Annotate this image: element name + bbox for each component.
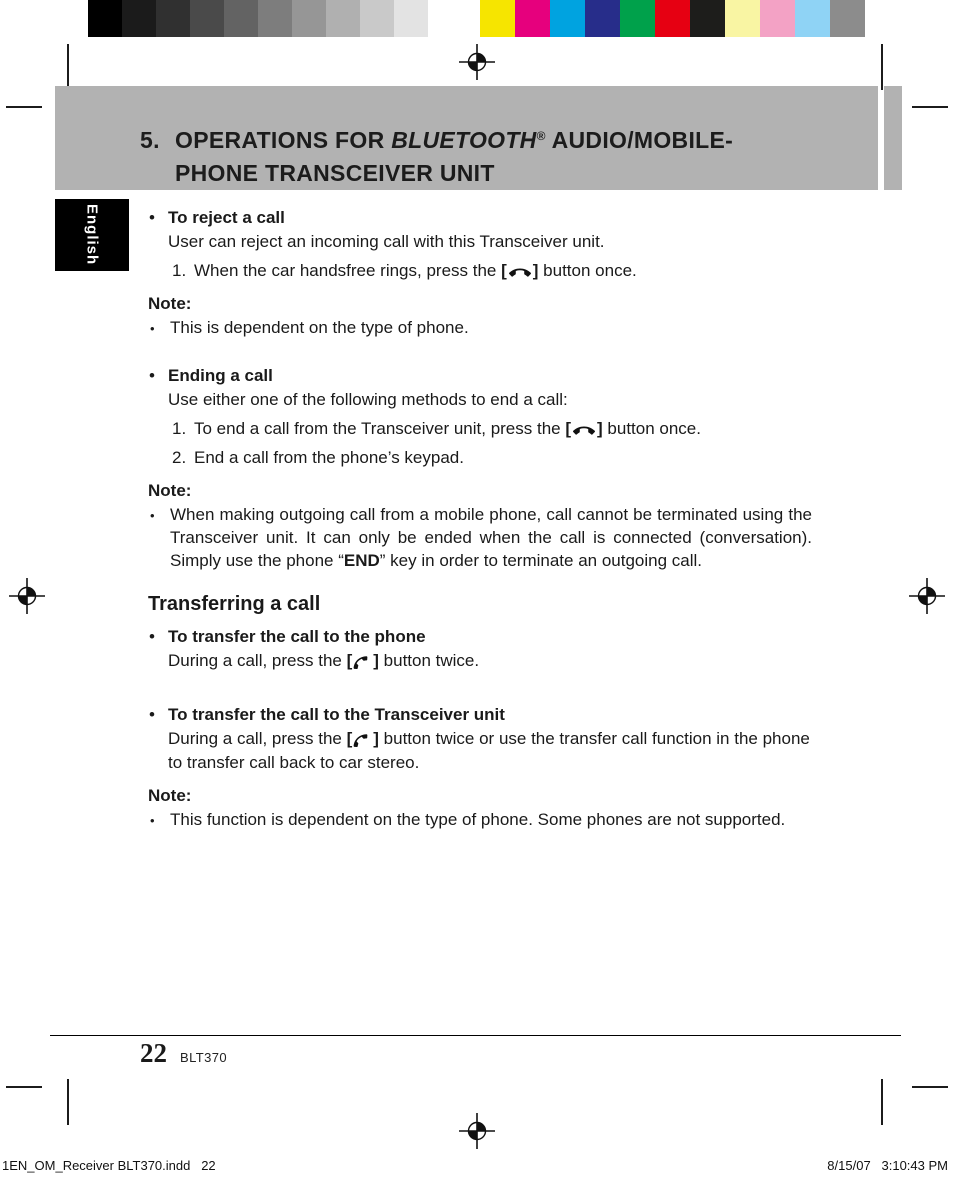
step-item	[168, 417, 812, 441]
step-text: button once.	[538, 261, 637, 280]
note-label: Note:	[148, 481, 192, 500]
transfer-call-button-icon	[354, 654, 371, 669]
calibration-swatch	[258, 0, 292, 37]
note-text: ” key in order to terminate an outgoing call.	[379, 551, 703, 570]
button-reference	[347, 729, 379, 748]
crop-mark	[6, 1086, 42, 1088]
print-filename: 1EN_OM_Receiver BLT370.indd 22	[2, 1158, 216, 1173]
note-item	[148, 808, 812, 831]
note-label: Note:	[148, 786, 192, 805]
section-transfer-to-unit	[148, 703, 812, 775]
step-text: End a call from the phone’s keypad.	[194, 448, 464, 467]
note-item	[148, 316, 812, 340]
step-number: 2.	[172, 448, 187, 467]
calibration-swatch	[830, 0, 865, 37]
registration-mark	[459, 44, 495, 80]
button-reference	[347, 651, 379, 670]
chapter-header	[55, 86, 878, 190]
bracket-close: ]	[597, 419, 603, 438]
crop-mark	[912, 1086, 948, 1088]
step-item	[168, 259, 812, 283]
section-body: Use either one of the following methods to end a call:	[168, 390, 568, 409]
calibration-swatch	[360, 0, 394, 37]
note-text: This function is dependent on the type of phone. Some phones are not supported.	[170, 810, 786, 829]
registration-mark	[909, 578, 945, 614]
note-text: When making outgoing call from a mobile phone, call cannot be terminated using the Transceiver unit. It can only be ended when the call is connected (conversation). Simply use the phone “	[170, 505, 812, 570]
calibration-swatch	[326, 0, 360, 37]
bracket-open: [	[501, 261, 507, 280]
crop-mark	[912, 106, 948, 108]
calibration-swatch	[725, 0, 760, 37]
step-number: 1.	[172, 419, 187, 438]
section-transfer-to-phone	[148, 625, 812, 673]
section-title: To reject a call	[168, 208, 285, 227]
calibration-swatch	[428, 0, 462, 37]
note-item	[148, 503, 812, 572]
bullet-icon: •	[150, 813, 155, 828]
registration-mark-icon	[9, 578, 45, 614]
note-text: This is dependent on the type of phone.	[170, 318, 469, 337]
bullet-icon: •	[149, 705, 155, 724]
section-body	[168, 649, 812, 673]
print-timestamp: 8/15/07 3:10:43 PM	[827, 1158, 948, 1173]
transfer-call-button-icon	[354, 732, 371, 747]
bracket-close: ]	[373, 729, 379, 748]
step-text: button once.	[602, 419, 701, 438]
note-label: Note:	[148, 294, 192, 313]
calibration-swatch	[760, 0, 795, 37]
registration-mark-icon	[459, 44, 495, 80]
language-tab	[55, 199, 129, 271]
section-body	[168, 727, 812, 775]
calibration-swatch	[795, 0, 830, 37]
crop-mark	[67, 1079, 69, 1125]
registration-mark-icon	[459, 1113, 495, 1149]
calibration-swatch	[122, 0, 156, 37]
chapter-title-line1	[140, 120, 878, 157]
chapter-title-line2: PHONE TRANSCEIVER UNIT	[175, 160, 495, 186]
section-reject-call	[148, 206, 812, 283]
registration-mark-icon	[909, 578, 945, 614]
header-band-bleed	[884, 86, 902, 190]
model-number: BLT370	[180, 1050, 227, 1065]
section-heading-transferring: Transferring a call	[148, 593, 321, 615]
calibration-swatch	[190, 0, 224, 37]
bracket-close: ]	[373, 651, 379, 670]
calibration-swatch	[292, 0, 326, 37]
body-text: During a call, press the	[168, 651, 347, 670]
step-text: When the car handsfree rings, press the	[194, 261, 502, 280]
crop-mark	[881, 44, 883, 90]
brand-name: BLUETOOTH	[391, 127, 537, 153]
body-text: button twice.	[378, 651, 480, 670]
color-calibration-bar	[480, 0, 865, 37]
section-body: User can reject an incoming call with this Transceiver unit.	[168, 232, 605, 251]
grayscale-calibration-bar	[88, 0, 462, 37]
calibration-swatch	[224, 0, 258, 37]
step-number: 1.	[172, 261, 187, 280]
end-call-button-icon	[573, 426, 595, 435]
calibration-swatch	[620, 0, 655, 37]
calibration-swatch	[690, 0, 725, 37]
page-footer	[140, 1038, 227, 1069]
calibration-swatch	[550, 0, 585, 37]
body-text: During a call, press the	[168, 729, 347, 748]
language-label: English	[83, 204, 101, 266]
registration-mark	[459, 1113, 495, 1149]
chapter-number: 5.	[140, 127, 160, 153]
bullet-icon: •	[149, 208, 155, 227]
registration-mark	[9, 578, 45, 614]
calibration-swatch	[480, 0, 515, 37]
crop-mark	[881, 1079, 883, 1125]
end-call-button-icon	[509, 268, 531, 277]
section-ending-call	[148, 364, 812, 470]
bullet-icon: •	[149, 627, 155, 646]
button-reference	[565, 419, 602, 438]
bullet-icon: •	[149, 366, 155, 385]
calibration-swatch	[515, 0, 550, 37]
button-reference	[501, 261, 538, 280]
page-number: 22	[140, 1038, 167, 1068]
step-text: To end a call from the Transceiver unit, press the	[194, 419, 566, 438]
bullet-icon: •	[150, 508, 155, 523]
bracket-close: ]	[532, 261, 539, 280]
bracket-open: [	[565, 419, 572, 438]
footer-rule	[50, 1035, 901, 1036]
calibration-swatch	[88, 0, 122, 37]
calibration-swatch	[585, 0, 620, 37]
section-title: To transfer the call to the Transceiver unit	[168, 705, 505, 724]
step-item	[168, 446, 812, 470]
bracket-open: [	[346, 729, 353, 748]
bullet-icon: •	[150, 321, 155, 336]
calibration-swatch	[394, 0, 428, 37]
chapter-title-text: AUDIO/MOBILE-	[545, 127, 734, 153]
chapter-title-text: OPERATIONS FOR	[175, 127, 392, 153]
section-title: To transfer the call to the phone	[168, 627, 426, 646]
body-text: button twice or use the transfer call function in the phone to transfer call back to car stereo.	[168, 729, 810, 772]
bracket-open: [	[346, 651, 353, 670]
calibration-swatch	[156, 0, 190, 37]
page-content	[148, 206, 812, 831]
section-title: Ending a call	[168, 366, 273, 385]
calibration-swatch	[655, 0, 690, 37]
end-key-name: END	[343, 551, 380, 570]
crop-mark	[67, 44, 69, 90]
registered-trademark-symbol: ®	[536, 129, 546, 143]
crop-mark	[6, 106, 42, 108]
